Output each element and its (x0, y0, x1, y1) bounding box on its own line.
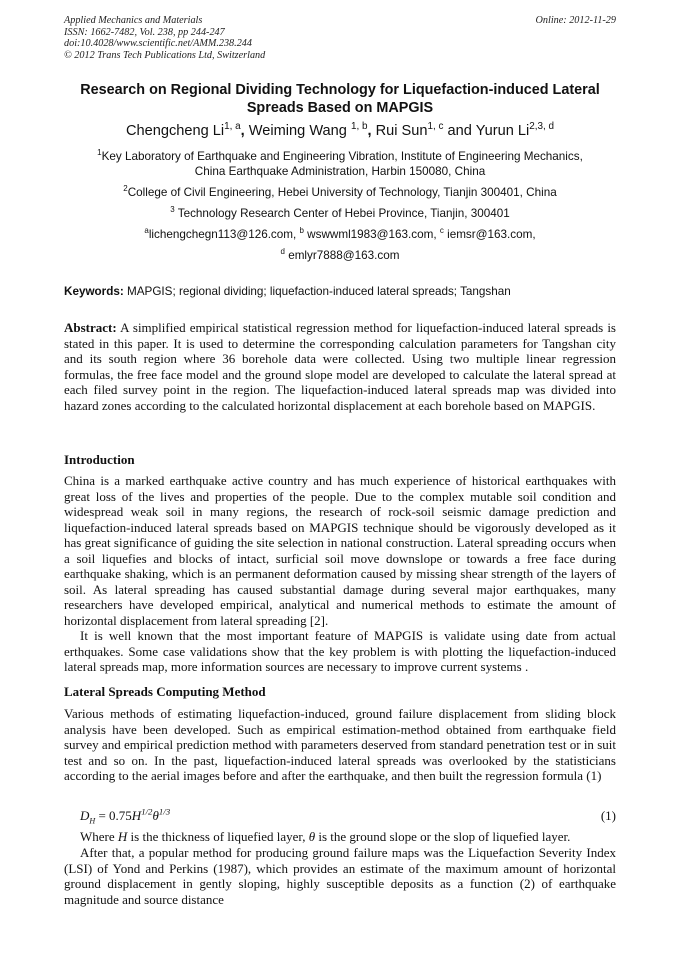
eq-rhs: = 0.75 (95, 808, 132, 823)
email-sup: b (299, 226, 304, 236)
text-run: is the thickness of liquefied layer, (127, 829, 309, 844)
eq-h: H (131, 808, 142, 823)
affiliation-text: College of Civil Engineering, Hebei University of Technology, Tianjin 300401, China (127, 186, 557, 199)
keywords-text: MAPGIS; regional dividing; liquefaction-induced lateral spreads; Tangshan (123, 285, 511, 298)
eq-theta: θ (152, 808, 159, 823)
affiliation-sup: 3 (170, 205, 175, 215)
eq-lhs-sub: H (89, 816, 96, 826)
keywords (64, 284, 616, 299)
author-sup: 1, a (224, 121, 241, 133)
author-name: Chengcheng Li (125, 123, 225, 139)
intro-paragraph-1: China is a marked earthquake active country and has much experience of historical earthquakes with great loss of the lives and properties of the people. Due to the complex mutable soil condition and widespread weak soil in many regions, the research of rock-soil seismic damage prediction and liquefaction-induced lateral spreads based on MAPGIS technique should be vigorously developed as it has great significance of guiding the site selection in national construction. Lateral spreading occurs when a soil liquefies and blocks of intact, surficial soil move downslope or towards a free face during earthquake shaking, which is an permanent deformation caused by missing shear strength of the layers of soil. As lateral spreading has caused substantial damage during several major earthquakes, many researchers have developed empirical, analytical and numerical methods to estimate the amount of horizontal displacement from lateral spreading [2]. (64, 473, 616, 628)
intro-paragraph-2: It is well known that the most important feature of MAPGIS is validate using date from actual erthquakes. Some case validations show that the key problem is with plotting the liquefaction-induced lateral spreads map, more information sources are necessary to improve current systems . (64, 628, 616, 674)
author-sup: 1, b (350, 121, 368, 133)
abstract-label: Abstract: (64, 320, 117, 335)
author-name: Rui Sun (375, 123, 428, 139)
email-sup: d (280, 247, 285, 257)
affiliation-text: China Earthquake Administration, Harbin 150080, China (194, 165, 486, 179)
text-run: is the ground slope or the slop of liquefied layer. (315, 829, 571, 844)
copyright-line: © 2012 Trans Tech Publications Ltd, Switzerland (64, 49, 266, 61)
paper-title: Research on Regional Dividing Technology for Liquefaction-induced Lateral Spreads Based on MAPGIS (80, 82, 600, 116)
affiliation-2 (64, 185, 616, 200)
eq-lhs: D (80, 808, 90, 823)
email-text: wswwml1983@163.com, (303, 228, 440, 241)
doi-line: doi:10.4028/www.scientific.net/AMM.238.244 (64, 38, 252, 50)
affiliation-1 (64, 149, 616, 179)
text-run: Where (80, 829, 118, 844)
email-sup: a (144, 226, 149, 236)
author-sup: 1, c (427, 121, 444, 133)
equation-1 (80, 808, 616, 826)
email-text: emlyr7888@163.com (284, 249, 400, 262)
journal-name: Applied Mechanics and Materials (64, 15, 203, 26)
section-heading-introduction: Introduction (64, 452, 135, 467)
eq-h-sup: 1/2 (141, 806, 153, 817)
author-sep: , (367, 123, 376, 139)
email-sup: c (439, 226, 444, 236)
email-line-1 (64, 227, 616, 242)
keywords-label: Keywords: (64, 285, 124, 298)
author-sep: and (443, 123, 476, 139)
affiliation-text: Technology Research Center of Hebei Province, Tianjin, 300401 (174, 207, 510, 220)
author-sep: , (240, 123, 249, 139)
affiliation-sup: 2 (123, 184, 128, 194)
eq-theta-sup: 1/3 (158, 806, 171, 817)
abstract-text: A simplified empirical statistical regression method for liquefaction-induced lateral spreads is stated in this paper. It is used to determine the corresponding calculation parameters for Tangshan city and its south region where 36 borehole data were collected. Using two multiple linear regression formulas, the free face model and the ground slope model are developed to calculate the lateral spread at each filed survey point in the region. The liquefaction-induced lateral spreads map was divided into hazard zones according to the calculated horizontal displacement at each borehole based on MAPGIS. (64, 320, 616, 413)
online-date: Online: 2012-11-29 (535, 15, 616, 26)
email-line-2 (64, 248, 616, 263)
author-list (64, 122, 616, 140)
email-text: iemsr@163.com, (443, 228, 536, 241)
intro-body (64, 473, 616, 675)
method-paragraph-1: Various methods of estimating liquefaction-induced, ground failure displacement from sliding block analysis have been developed. Such as empirical estimation-method obtained from earthquake field survey and empirical prediction method with parameters deserved from standard penetration test or in suit test and so on. In the past, liquefaction-induced lateral spreads was overlooked by the statisticians according to the aerial images before and after the earthquake, and then built the regression formula (1) (64, 706, 616, 783)
symbol-theta: θ (308, 829, 316, 844)
abstract (64, 320, 616, 413)
issn-line: ISSN: 1662-7482, Vol. 238, pp 244-247 (64, 26, 225, 38)
journal-header (64, 15, 616, 61)
affiliation-text: Key Laboratory of Earthquake and Engineering Vibration, Institute of Engineering Mechanics, (101, 150, 583, 163)
method-paragraph-3: After that, a popular method for producing ground failure maps was the Liquefaction Severity Index (LSI) of Yond and Perkins (1987), which provides an estimate of the maximum amount of horizontal ground displacement in gently sloping, highly susceptible deposits as a function (2) of earthquake magnitude and source distance (64, 845, 616, 907)
author-name: Yurun Li (475, 123, 530, 139)
method-paragraph-2 (64, 829, 616, 845)
author-name: Weiming Wang (248, 123, 351, 139)
email-text: lichengchegn113@126.com, (148, 228, 300, 241)
affiliation-3 (64, 206, 616, 221)
equation-number: (1) (600, 808, 616, 823)
section-heading-method: Lateral Spreads Computing Method (64, 684, 266, 699)
symbol-h: H (117, 829, 128, 844)
author-sup: 2,3, d (529, 121, 555, 133)
affiliation-sup: 1 (97, 148, 102, 158)
